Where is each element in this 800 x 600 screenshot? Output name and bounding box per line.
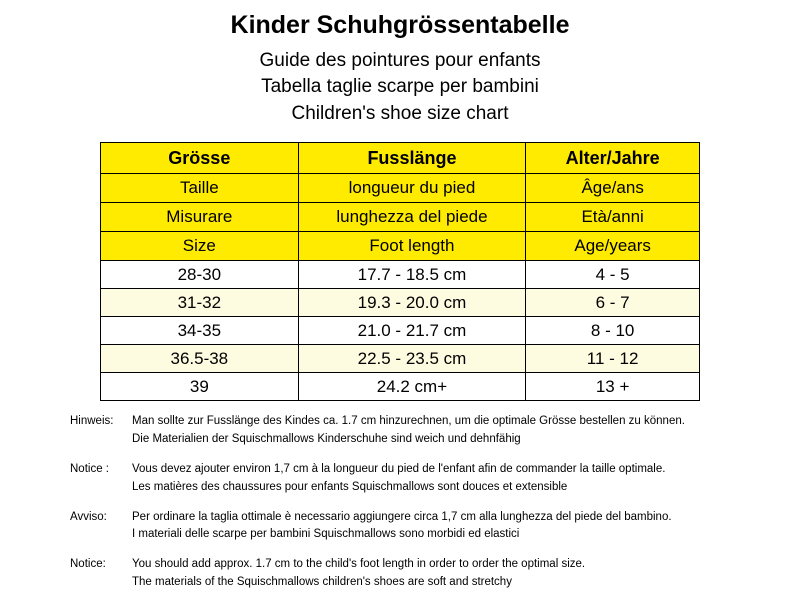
cell-age: 8 - 10 <box>526 317 700 345</box>
header-cell-size-it: Misurare <box>101 203 299 232</box>
header-cell-age-it: Età/anni <box>526 203 700 232</box>
note-text <box>132 413 730 449</box>
header-cell-size-en: Size <box>101 232 299 261</box>
cell-foot-length: 19.3 - 20.0 cm <box>298 289 526 317</box>
note-line: Vous devez ajouter environ 1,7 cm à la longueur du pied de l'enfant afin de commander la taille optimale. <box>132 463 666 476</box>
note-line: Man sollte zur Fusslänge des Kindes ca. 1.7 cm hinzurechnen, um die optimale Grösse bestellen zu können. <box>132 415 685 428</box>
note-text <box>132 509 730 545</box>
header-cell-length-de: Fusslänge <box>298 143 526 174</box>
subtitle-italian: Tabella taglie scarpe per bambini <box>261 76 539 98</box>
cell-size: 34-35 <box>101 317 299 345</box>
cell-foot-length: 17.7 - 18.5 cm <box>298 261 526 289</box>
note-block-italian <box>70 509 730 545</box>
cell-foot-length: 24.2 cm+ <box>298 373 526 401</box>
note-block-french <box>70 461 730 497</box>
cell-foot-length: 21.0 - 21.7 cm <box>298 317 526 345</box>
page-title: Kinder Schuhgrössentabelle <box>230 11 570 39</box>
note-line: Les matières des chaussures pour enfants Squischmallows sont douces et extensible <box>132 480 568 493</box>
subtitle-french: Guide des pointures pour enfants <box>259 49 541 71</box>
note-line: The materials of the Squischmallows children's shoes are soft and stretchy <box>132 576 512 589</box>
note-label: Notice : <box>70 463 109 476</box>
table-header-row-en <box>101 232 700 261</box>
note-block-english <box>70 556 730 592</box>
header-cell-size-fr: Taille <box>101 174 299 203</box>
cell-age: 11 - 12 <box>526 345 700 373</box>
note-line: Die Materialien der Squischmallows Kinderschuhe sind weich und dehnfähig <box>132 433 521 446</box>
note-line: Per ordinare la taglia ottimale è necessario aggiungere circa 1,7 cm alla lunghezza del piede del bambino. <box>132 510 672 523</box>
note-label: Hinweis: <box>70 415 114 428</box>
cell-age: 6 - 7 <box>526 289 700 317</box>
note-block-german <box>70 413 730 449</box>
notes-section <box>70 413 730 592</box>
cell-size: 28-30 <box>101 261 299 289</box>
header-cell-age-fr: Âge/ans <box>526 174 700 203</box>
note-text <box>132 556 730 592</box>
size-table <box>100 142 700 401</box>
cell-size: 31-32 <box>101 289 299 317</box>
table-row <box>101 289 700 317</box>
note-line: You should add approx. 1.7 cm to the child's foot length in order to order the optimal size. <box>132 558 586 571</box>
size-table-container <box>100 142 700 401</box>
header-cell-age-en: Age/years <box>526 232 700 261</box>
note-line: I materiali delle scarpe per bambini Squischmallows sono morbidi ed elastici <box>132 528 520 541</box>
cell-size: 36.5-38 <box>101 345 299 373</box>
table-header-row-it <box>101 203 700 232</box>
header-cell-size-de: Grösse <box>101 143 299 174</box>
cell-age: 13 + <box>526 373 700 401</box>
cell-foot-length: 22.5 - 23.5 cm <box>298 345 526 373</box>
cell-age: 4 - 5 <box>526 261 700 289</box>
title-block <box>0 12 800 128</box>
table-row <box>101 345 700 373</box>
note-text <box>132 461 730 497</box>
header-cell-length-it: lunghezza del piede <box>298 203 526 232</box>
table-row <box>101 373 700 401</box>
header-cell-length-en: Foot length <box>298 232 526 261</box>
table-header-row-de <box>101 143 700 174</box>
table-row <box>101 317 700 345</box>
header-cell-age-de: Alter/Jahre <box>526 143 700 174</box>
table-row <box>101 261 700 289</box>
header-cell-length-fr: longueur du pied <box>298 174 526 203</box>
note-label: Avviso: <box>70 510 107 523</box>
subtitle-english: Children's shoe size chart <box>291 103 509 125</box>
table-header-row-fr <box>101 174 700 203</box>
cell-size: 39 <box>101 373 299 401</box>
note-label: Notice: <box>70 558 106 571</box>
